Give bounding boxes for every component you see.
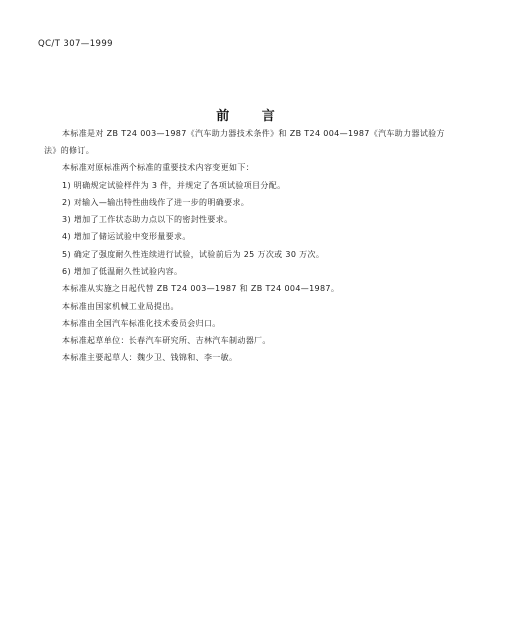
paragraph-line: 本标准主要起草人：魏少卫、钱锦和、李一敏。 bbox=[62, 353, 238, 362]
list-item: 2) 对输入—输出特性曲线作了进一步的明确要求。 bbox=[62, 198, 250, 207]
list-item: 6) 增加了低温耐久性试验内容。 bbox=[62, 267, 183, 276]
paragraph-line: 本标准对原标准两个标准的重要技术内容变更如下： bbox=[62, 163, 255, 172]
paragraph-line: 本标准起草单位：长春汽车研究所、吉林汽车制动器厂。 bbox=[62, 336, 271, 345]
list-item: 3) 增加了工作状态助力点以下的密封性要求。 bbox=[62, 215, 233, 224]
paragraph-line: 本标准由全国汽车标准化技术委员会归口。 bbox=[62, 319, 221, 328]
standard-code: QC/T 307—1999 bbox=[38, 39, 113, 49]
paragraph-line: 本标准由国家机械工业局提出。 bbox=[62, 302, 179, 311]
paragraph-line: 本标准从实施之日起代替 ZB T24 003—1987 和 ZB T24 004—1987。 bbox=[62, 284, 340, 293]
list-item: 5) 确定了强度耐久性连续进行试验，试验前后为 25 万次或 30 万次。 bbox=[62, 250, 325, 259]
paragraph-line: 本标准是对 ZB T24 003—1987《汽车助力器技术条件》和 ZB T24 004—1987《汽车助力器试验方 bbox=[62, 129, 445, 138]
list-item: 1) 明确规定试验样件为 3 件，并规定了各项试验项目分配。 bbox=[62, 181, 286, 190]
list-item: 4) 增加了储运试验中变形量要求。 bbox=[62, 232, 191, 241]
page-title: 前 言 bbox=[216, 109, 289, 124]
paragraph-line: 法》的修订。 bbox=[44, 146, 95, 155]
